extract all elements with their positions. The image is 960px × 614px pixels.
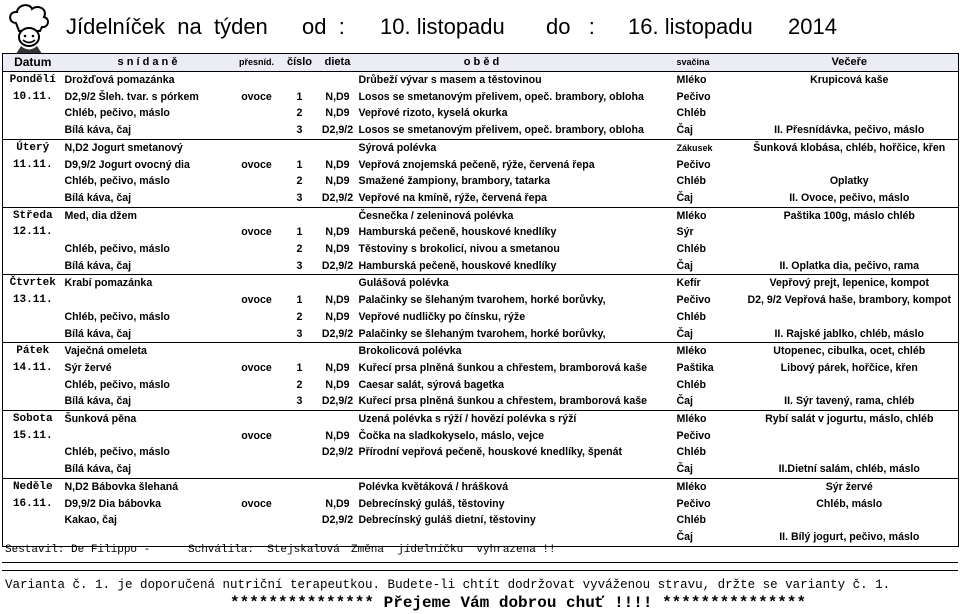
cell-dinner: II. Oplatka dia, pečivo, rama <box>741 258 959 275</box>
cell-diet: D2,9/2 <box>321 395 354 408</box>
column-header: o b ě d <box>357 54 607 72</box>
cell-number: 3 <box>296 191 303 204</box>
cell-snack <box>233 444 281 461</box>
cell-afternoon-snack: Mléko <box>675 207 741 224</box>
cell-lunch-extra <box>607 105 675 122</box>
approved-by: Schválila: Stejskalová <box>188 544 340 556</box>
cell-breakfast <box>63 428 233 445</box>
table-row <box>3 190 959 207</box>
title-to-date: 16. listopadu <box>628 14 753 39</box>
cell-lunch-extra <box>607 377 675 394</box>
cell-afternoon-snack: Zákusek <box>675 139 741 156</box>
table-row <box>3 309 959 326</box>
cell-afternoon-snack: Chléb <box>676 446 706 459</box>
cell-afternoon-snack: Pečivo <box>676 429 711 442</box>
cell-dinner: Krupicová kaše <box>741 72 959 89</box>
cell-day: Pondělí <box>3 72 63 89</box>
cell-breakfast: Bílá káva, čaj <box>64 463 132 476</box>
table-row <box>3 207 959 224</box>
cell-day: Čtvrtek <box>3 275 63 292</box>
cell-day: Sobota <box>3 411 63 428</box>
cell-number: 1 <box>296 90 303 103</box>
cell-day <box>3 190 63 207</box>
cell-dinner: II. Ovoce, pečivo, máslo <box>741 190 959 207</box>
table-row <box>3 478 959 495</box>
cell-day: 15.11. <box>3 428 63 445</box>
cell-breakfast: Chléb, pečivo, máslo <box>64 243 170 256</box>
cell-lunch-extra <box>607 326 675 343</box>
cell-lunch-extra <box>607 411 675 428</box>
footer-divider <box>2 570 958 571</box>
cell-snack: ovoce <box>241 361 272 374</box>
cell-diet: N,D9 <box>325 497 350 510</box>
column-header: číslo <box>281 54 319 72</box>
cell-day: Pátek <box>3 343 63 360</box>
table-row <box>3 122 959 139</box>
cell-snack <box>233 461 281 478</box>
cell-number <box>281 478 319 495</box>
cell-lunch-extra <box>607 461 675 478</box>
cell-afternoon-snack: Čaj <box>676 191 693 204</box>
cell-afternoon-snack: Čaj <box>676 395 693 408</box>
cell-snack <box>233 343 281 360</box>
column-header <box>607 54 675 72</box>
cell-day: Středa <box>3 207 63 224</box>
cell-lunch: Uzená polévka s rýží / hovězí polévka s rýží <box>357 411 607 428</box>
table-row <box>3 360 959 377</box>
cell-number: 3 <box>296 327 303 340</box>
cell-dinner: II. Rajské jablko, chléb, máslo <box>741 326 959 343</box>
cell-day <box>3 512 63 529</box>
cell-lunch-extra <box>607 139 675 156</box>
cell-diet <box>319 478 357 495</box>
cell-snack <box>233 393 281 410</box>
cell-lunch: Vepřové rizoto, kyselá okurka <box>358 107 508 120</box>
table-row <box>3 496 959 513</box>
cell-snack <box>233 207 281 224</box>
cell-lunch: Debrecínský guláš, těstoviny <box>358 497 505 510</box>
cell-afternoon-snack: Čaj <box>676 124 693 137</box>
cell-diet <box>319 139 357 156</box>
table-row <box>3 411 959 428</box>
cell-day <box>3 105 63 122</box>
table-row <box>3 326 959 343</box>
cell-afternoon-snack: Chléb <box>676 175 706 188</box>
cell-lunch: Drůbeží vývar s masem a těstovinou <box>357 72 607 89</box>
cell-dinner: II. Přesnídávka, pečivo, máslo <box>741 122 959 139</box>
cell-snack: ovoce <box>241 90 272 103</box>
cell-number <box>281 444 319 461</box>
cell-lunch: Caesar salát, sýrová bagetka <box>358 378 504 391</box>
table-row <box>3 275 959 292</box>
cell-day <box>3 393 63 410</box>
cell-snack <box>233 275 281 292</box>
cell-snack <box>233 241 281 258</box>
cell-snack <box>233 512 281 529</box>
cell-afternoon-snack: Mléko <box>675 478 741 495</box>
cell-lunch: Těstoviny s brokolicí, nivou a smetanou <box>358 243 560 256</box>
cell-day: 12.11. <box>3 224 63 241</box>
table-row <box>3 512 959 529</box>
cell-lunch: Gulášová polévka <box>357 275 607 292</box>
cell-number: 1 <box>296 361 303 374</box>
cell-lunch: Losos se smetanovým přelivem, opeč. brambory, obloha <box>358 90 644 103</box>
cell-dinner: Šunková klobása, chléb, hořčice, křen <box>741 139 959 156</box>
cell-diet: N,D9 <box>325 226 350 239</box>
cell-dinner: Paštika 100g, máslo chléb <box>741 207 959 224</box>
cell-lunch-extra <box>607 512 675 529</box>
cell-lunch-extra <box>607 428 675 445</box>
compiled-by: Sestavil: De Filippo - <box>5 544 151 556</box>
cell-diet <box>319 207 357 224</box>
cell-snack <box>233 309 281 326</box>
cell-number <box>281 512 319 529</box>
cell-day <box>3 173 63 190</box>
cell-breakfast: N,D2 Jogurt smetanový <box>63 139 233 156</box>
cell-afternoon-snack: Mléko <box>675 72 741 89</box>
cell-snack <box>233 258 281 275</box>
cell-lunch: Palačinky se šlehaným tvarohem, horké borůvky, <box>358 294 606 307</box>
cell-lunch: Vepřové nudličky po čínsku, rýže <box>358 310 526 323</box>
cell-afternoon-snack: Čaj <box>676 463 693 476</box>
cell-dinner <box>741 241 959 258</box>
cell-afternoon-snack: Čaj <box>676 259 693 272</box>
cell-day: 16.11. <box>3 496 63 513</box>
cell-afternoon-snack: Chléb <box>676 107 706 120</box>
cell-number: 2 <box>296 243 303 256</box>
cell-number: 3 <box>296 124 303 137</box>
cell-diet <box>319 72 357 89</box>
cell-lunch: Palačinky se šlehaným tvarohem, horké borůvky, <box>358 327 606 340</box>
good-appetite-wish: *************** Přejeme Vám dobrou chuť !!!! *************** <box>230 594 807 612</box>
cell-dinner: D2, 9/2 Vepřová haše, brambory, kompot <box>741 292 959 309</box>
title-year: 2014 <box>788 14 837 39</box>
table-row <box>3 139 959 156</box>
cell-diet <box>319 411 357 428</box>
cell-dinner: Sýr žervé <box>741 478 959 495</box>
cell-dinner <box>741 444 959 461</box>
cell-dinner: Utopenec, cibulka, ocet, chléb <box>741 343 959 360</box>
change-notice: Změna jídelníčku vyhrazena !! <box>351 544 556 556</box>
cell-day <box>3 461 63 478</box>
table-row <box>3 343 959 360</box>
cell-lunch-extra <box>607 173 675 190</box>
cell-diet: D2,9/2 <box>321 327 354 340</box>
cell-diet: N,D9 <box>325 243 350 256</box>
cell-dinner <box>741 428 959 445</box>
cell-breakfast: Kakao, čaj <box>64 514 117 527</box>
cell-snack <box>233 377 281 394</box>
cell-lunch-extra <box>607 224 675 241</box>
cell-number: 2 <box>296 378 303 391</box>
cell-afternoon-snack: Kefír <box>675 275 741 292</box>
cell-breakfast: Drožďová pomazánka <box>63 72 233 89</box>
cell-day <box>3 241 63 258</box>
cell-breakfast: Šunková pěna <box>63 411 233 428</box>
table-row <box>3 173 959 190</box>
cell-snack: ovoce <box>241 226 272 239</box>
cell-breakfast: N,D2 Bábovka šlehaná <box>63 478 233 495</box>
cell-day <box>3 122 63 139</box>
cell-lunch: Vepřová znojemská pečeně, rýže, červená řepa <box>358 158 595 171</box>
cell-snack: ovoce <box>241 158 272 171</box>
cell-afternoon-snack: Mléko <box>675 411 741 428</box>
cell-snack <box>233 326 281 343</box>
table-row <box>3 393 959 410</box>
cell-diet: N,D9 <box>325 361 350 374</box>
cell-number <box>281 139 319 156</box>
cell-breakfast: Chléb, pečivo, máslo <box>64 378 170 391</box>
footer-divider <box>2 562 958 563</box>
cell-snack <box>233 105 281 122</box>
cell-breakfast: D9,9/2 Dia bábovka <box>64 497 162 510</box>
column-header: přesníd. <box>233 54 281 72</box>
table-row <box>3 258 959 275</box>
cell-lunch-extra <box>607 207 675 224</box>
cell-lunch-extra <box>607 241 675 258</box>
cell-afternoon-snack: Pečivo <box>676 497 711 510</box>
cell-snack <box>233 122 281 139</box>
cell-day <box>3 444 63 461</box>
cell-afternoon-snack: Mléko <box>675 343 741 360</box>
cell-breakfast: Chléb, pečivo, máslo <box>64 310 170 323</box>
variant-note: Varianta č. 1. je doporučená nutriční terapeutkou. Budete-li chtít dodržovat vyváženou stravu, držte se varianty č. 1. <box>5 578 891 592</box>
cell-lunch: Kuřecí prsa plněná šunkou a chřestem, bramborová kaše <box>358 361 647 374</box>
cell-afternoon-snack: Pečivo <box>676 158 711 171</box>
cell-lunch-extra <box>607 157 675 174</box>
weekly-menu-table <box>2 53 959 547</box>
cell-lunch: Losos se smetanovým přelivem, opeč. brambory, obloha <box>358 124 644 137</box>
cell-number: 2 <box>296 175 303 188</box>
cell-breakfast: Chléb, pečivo, máslo <box>64 446 170 459</box>
cell-snack: ovoce <box>241 497 272 510</box>
cell-afternoon-snack: Čaj <box>676 327 693 340</box>
cell-lunch: Sýrová polévka <box>357 139 607 156</box>
table-row <box>3 241 959 258</box>
cell-breakfast: Bílá káva, čaj <box>64 124 132 137</box>
cell-breakfast: D9,9/2 Jogurt ovocný dia <box>64 158 190 171</box>
cell-number: 1 <box>296 226 303 239</box>
cell-lunch-extra <box>607 72 675 89</box>
cell-diet: D2,9/2 <box>321 124 354 137</box>
cell-afternoon-snack: Pečivo <box>676 294 711 307</box>
cell-dinner <box>741 105 959 122</box>
cell-diet: D2,9/2 <box>321 259 354 272</box>
table-row <box>3 444 959 461</box>
cell-number <box>281 428 319 445</box>
cell-dinner <box>741 89 959 106</box>
cell-lunch-extra <box>607 258 675 275</box>
cell-day <box>3 258 63 275</box>
cell-lunch: Hamburská pečeně, houskové knedlíky <box>358 226 557 239</box>
cell-lunch: Přírodní vepřová pečeně, houskové knedlíky, špenát <box>358 446 623 459</box>
cell-diet: N,D9 <box>325 378 350 391</box>
cell-diet: N,D9 <box>325 90 350 103</box>
cell-dinner: Libový párek, hořčice, křen <box>741 360 959 377</box>
cell-diet: D2,9/2 <box>321 191 354 204</box>
cell-afternoon-snack: Chléb <box>676 243 706 256</box>
table-row <box>3 157 959 174</box>
cell-number: 2 <box>296 310 303 323</box>
cell-number: 1 <box>296 294 303 307</box>
cell-snack: ovoce <box>241 429 272 442</box>
title-od: od : <box>302 14 345 39</box>
cell-breakfast: D2,9/2 Šleh. tvar. s pórkem <box>64 90 199 103</box>
cell-lunch: Smažené žampiony, brambory, tatarka <box>358 175 551 188</box>
cell-number: 1 <box>296 158 303 171</box>
cell-breakfast: Bílá káva, čaj <box>64 327 132 340</box>
cell-lunch-extra <box>607 309 675 326</box>
title-from-date: 10. listopadu <box>380 14 505 39</box>
cell-lunch-extra <box>607 275 675 292</box>
cell-number <box>281 207 319 224</box>
cell-dinner: II. Bílý jogurt, pečivo, máslo <box>741 529 959 546</box>
cell-dinner: Rybí salát v jogurtu, máslo, chléb <box>741 411 959 428</box>
column-header: Večeře <box>741 54 959 72</box>
cell-snack <box>233 190 281 207</box>
cell-diet: D2,9/2 <box>321 446 354 459</box>
title-do: do : <box>546 14 595 39</box>
cell-breakfast: Sýr žervé <box>64 361 112 374</box>
cell-snack <box>233 411 281 428</box>
cell-diet: N,D9 <box>325 429 350 442</box>
cell-breakfast <box>63 224 233 241</box>
cell-dinner: II. Sýr tavený, rama, chléb <box>741 393 959 410</box>
cell-diet: N,D9 <box>325 294 350 307</box>
column-header: s n í d a n ě <box>63 54 233 72</box>
cell-afternoon-snack: Paštika <box>676 361 714 374</box>
cell-dinner: Chléb, máslo <box>741 496 959 513</box>
cell-snack: ovoce <box>241 294 272 307</box>
column-header: Datum <box>3 54 63 72</box>
table-row <box>3 89 959 106</box>
cell-lunch: Hamburská pečeně, houskové knedlíky <box>358 259 557 272</box>
cell-lunch: Česnečka / zeleninová polévka <box>357 207 607 224</box>
cell-breakfast: Bílá káva, čaj <box>64 395 132 408</box>
table-row <box>3 428 959 445</box>
cell-day: 11.11. <box>3 157 63 174</box>
cell-lunch: Brokolicová polévka <box>357 343 607 360</box>
cell-lunch <box>357 461 607 478</box>
cell-day <box>3 309 63 326</box>
table-row <box>3 461 959 478</box>
cell-number <box>281 461 319 478</box>
cell-diet: D2,9/2 <box>321 514 354 527</box>
cell-breakfast <box>63 292 233 309</box>
cell-lunch: Kuřecí prsa plněná šunkou a chřestem, bramborová kaše <box>358 395 647 408</box>
table-row <box>3 105 959 122</box>
cell-lunch-extra <box>607 478 675 495</box>
cell-snack <box>233 72 281 89</box>
cell-number: 3 <box>296 259 303 272</box>
cell-breakfast: Krabí pomazánka <box>63 275 233 292</box>
cell-number: 2 <box>296 107 303 120</box>
header-row <box>3 54 959 72</box>
cell-day: Úterý <box>3 139 63 156</box>
cell-breakfast: Chléb, pečivo, máslo <box>64 107 170 120</box>
cell-number <box>281 275 319 292</box>
cell-day: 10.11. <box>3 89 63 106</box>
cell-dinner <box>741 224 959 241</box>
cell-number: 3 <box>296 395 303 408</box>
cell-number <box>281 343 319 360</box>
column-header: dieta <box>319 54 357 72</box>
cell-afternoon-snack: Chléb <box>676 310 706 323</box>
cell-lunch-extra <box>607 529 675 546</box>
cell-dinner: Oplatky <box>741 173 959 190</box>
cell-snack <box>233 478 281 495</box>
cell-lunch: Čočka na sladkokyselo, máslo, vejce <box>358 429 544 442</box>
title-label: Jídelníček na týden <box>66 14 268 39</box>
table-row <box>3 72 959 89</box>
cell-day: 14.11. <box>3 360 63 377</box>
cell-snack <box>233 173 281 190</box>
cell-diet <box>319 461 357 478</box>
menu-title <box>66 10 954 44</box>
column-header: svačina <box>675 54 741 72</box>
cell-diet <box>319 275 357 292</box>
cell-diet <box>319 343 357 360</box>
cell-dinner <box>741 377 959 394</box>
cell-diet: N,D9 <box>325 107 350 120</box>
cell-lunch: Polévka květáková / hrášková <box>357 478 607 495</box>
cell-day: 13.11. <box>3 292 63 309</box>
cell-day <box>3 377 63 394</box>
table-row <box>3 224 959 241</box>
cell-breakfast: Vaječná omeleta <box>63 343 233 360</box>
table-row <box>3 377 959 394</box>
cell-afternoon-snack: Čaj <box>675 529 741 546</box>
table-row <box>3 292 959 309</box>
cell-breakfast: Med, dia džem <box>63 207 233 224</box>
cell-lunch: Debrecínský guláš dietní, těstoviny <box>358 514 536 527</box>
cell-afternoon-snack: Sýr <box>676 226 694 239</box>
cell-lunch-extra <box>607 343 675 360</box>
cell-lunch-extra <box>607 496 675 513</box>
cell-snack <box>233 139 281 156</box>
cell-diet: N,D9 <box>325 310 350 323</box>
cell-breakfast: Bílá káva, čaj <box>64 191 132 204</box>
cell-diet: N,D9 <box>325 158 350 171</box>
cell-afternoon-snack: Pečivo <box>676 90 711 103</box>
cell-afternoon-snack: Chléb <box>676 514 706 527</box>
cell-dinner <box>741 309 959 326</box>
cell-number <box>281 411 319 428</box>
cell-dinner: II.Dietní salám, chléb, máslo <box>741 461 959 478</box>
cell-number <box>281 72 319 89</box>
cell-breakfast: Chléb, pečivo, máslo <box>64 175 170 188</box>
cell-lunch-extra <box>607 292 675 309</box>
chef-icon <box>2 1 56 55</box>
cell-lunch-extra <box>607 190 675 207</box>
cell-breakfast: Bílá káva, čaj <box>64 259 132 272</box>
cell-dinner: Vepřový prejt, lepenice, kompot <box>741 275 959 292</box>
cell-dinner <box>741 157 959 174</box>
cell-day <box>3 326 63 343</box>
cell-number <box>281 496 319 513</box>
cell-dinner <box>741 512 959 529</box>
cell-day: Neděle <box>3 478 63 495</box>
cell-diet: N,D9 <box>325 175 350 188</box>
cell-afternoon-snack: Chléb <box>676 378 706 391</box>
cell-lunch: Vepřové na kmíně, rýže, červená řepa <box>358 191 547 204</box>
